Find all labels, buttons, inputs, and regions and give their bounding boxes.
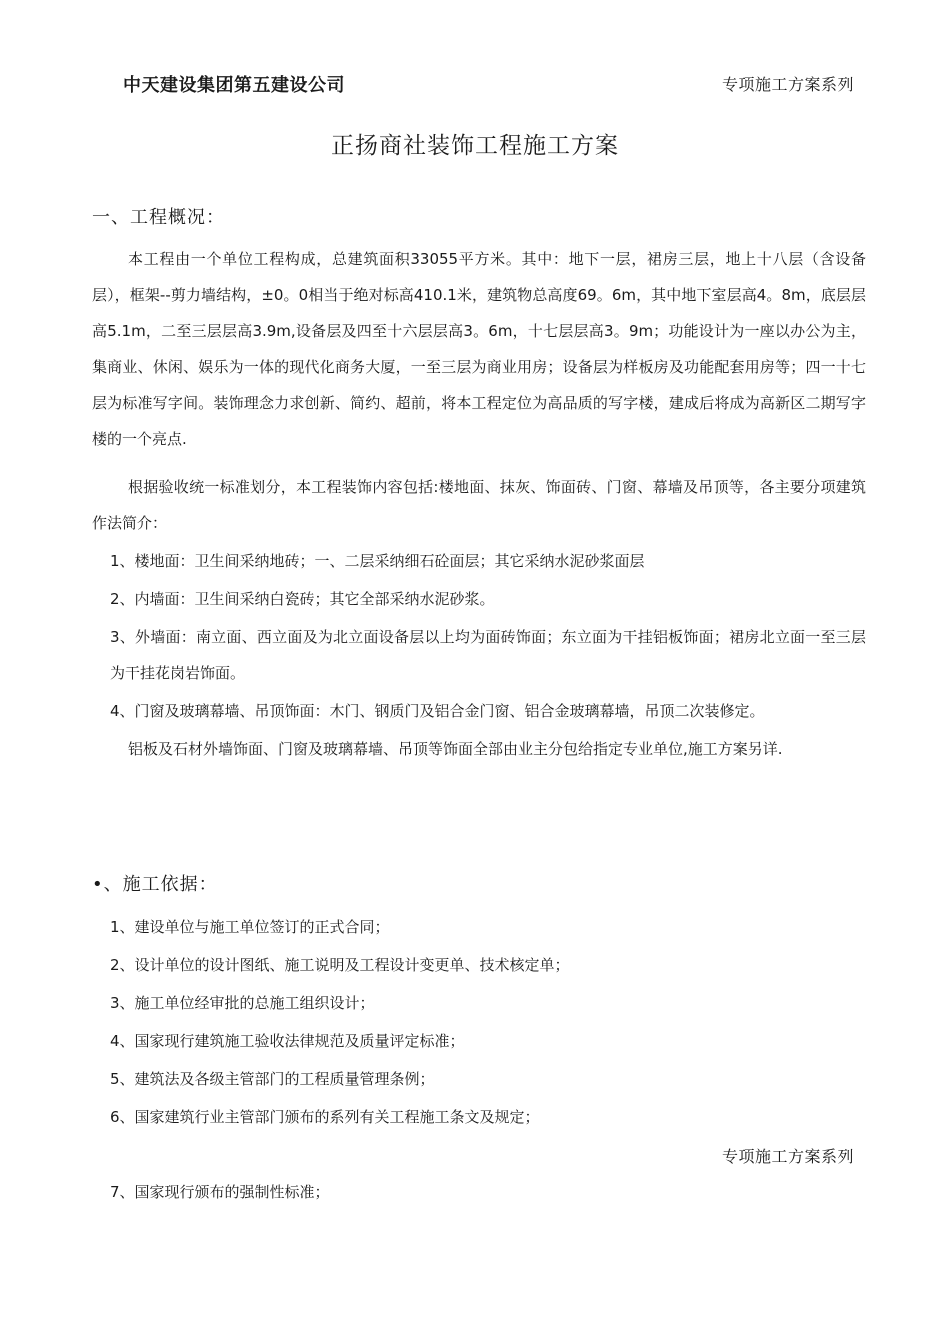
section-heading-overview: 一、工程概况：: [92, 207, 225, 228]
list-item: 7、国家现行颁布的强制性标准；: [110, 1183, 330, 1201]
subcontract-paragraph: 铝板及石材外墙饰面、门窗及玻璃幕墙、吊顶等饰面全部由业主分包给指定专业单位,施工方案另详.: [128, 740, 783, 758]
list-item: 2、设计单位的设计图纸、施工说明及工程设计变更单、技术核定单；: [110, 956, 570, 974]
list-item: 4、门窗及玻璃幕墙、吊顶饰面：木门、钢质门及铝合金门窗、铝合金玻璃幕墙，吊顶二次装修定。: [110, 702, 765, 720]
section-heading-basis: •、施工依据：: [92, 874, 218, 895]
overview-paragraph: 本工程由一个单位工程构成，总建筑面积33055平方米。其中：地下一层，裙房三层，地上十八层（含设备层），框架--剪力墙结构，±0。0相当于绝对标高410.1米，建筑物总高度69。6m，其中地下室层高4。8m，底层层高5.1m，二至三层层高3.9m,设备层及四至十六层层高3。6m，十七层层高3。9m；功能设计为一座以办公为主，集商业、休闲、娱乐为一体的现代化商务大厦，一至三层为商业用房；设备层为样板房及功能配套用房等；四一十七层为标准写字间。装饰理念力求创新、简约、超前，将本工程定位为高品质的写字楼，建成后将成为高新区二期写字楼的一个亮点.: [92, 250, 866, 448]
list-item: 2、内墙面：卫生间采纳白瓷砖；其它全部采纳水泥砂浆。: [110, 590, 495, 608]
series-label: 专项施工方案系列: [721, 75, 854, 94]
footer-series-label: 专项施工方案系列: [721, 1147, 854, 1166]
document-title: 正扬商社装饰工程施工方案: [331, 133, 619, 159]
list-item: 5、建筑法及各级主管部门的工程质量管理条例；: [110, 1070, 435, 1088]
list-item: 3、施工单位经审批的总施工组织设计；: [110, 994, 375, 1012]
list-item: 1、楼地面：卫生间采纳地砖；一、二层采纳细石砼面层；其它采纳水泥砂浆面层: [110, 552, 645, 570]
scope-paragraph: 根据验收统一标准划分，本工程装饰内容包括:楼地面、抹灰、饰面砖、门窗、幕墙及吊顶等，各主要分项建筑作法简介：: [92, 478, 866, 532]
list-item: 6、国家建筑行业主管部门颁布的系列有关工程施工条文及规定；: [110, 1108, 540, 1126]
company-name: 中天建设集团第五建设公司: [123, 75, 345, 96]
list-item: 3、外墙面：南立面、西立面及为北立面设备层以上均为面砖饰面；东立面为干挂铝板饰面；裙房北立面一至三层为干挂花岗岩饰面。: [110, 628, 866, 682]
list-item: 4、国家现行建筑施工验收法律规范及质量评定标准；: [110, 1032, 465, 1050]
list-item: 1、建设单位与施工单位签订的正式合同；: [110, 918, 390, 936]
